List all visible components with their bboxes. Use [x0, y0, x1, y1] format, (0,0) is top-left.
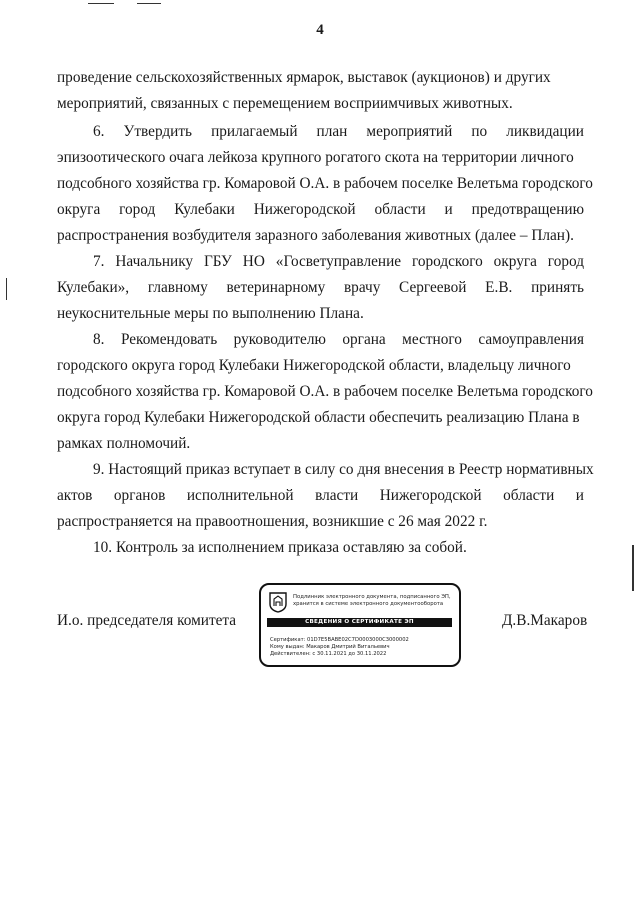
body-line-19: 10. Контроль за исполнением приказа оставляю за собой. — [93, 539, 467, 556]
body-line-2: мероприятий, связанных с перемещением восприимчивых животных. — [57, 95, 513, 112]
scan-mark-right — [632, 545, 634, 591]
stamp-validity: Действителен: с 30.11.2021 до 30.11.2022 — [270, 651, 387, 657]
body-line-9: Кулебаки», главному ветеринарному врачу Сергеевой Е.В. принять — [57, 279, 584, 296]
body-line-1: проведение сельскохозяйственных ярмарок, выставок (аукционов) и других — [57, 69, 551, 86]
body-line-13: подсобного хозяйства гр. Комаровой О.А. в рабочем поселке Велетьма городского — [57, 383, 593, 400]
body-line-12: городского округа город Кулебаки Нижегородской области, владельцу личного — [57, 357, 571, 374]
body-line-10: неукоснительные меры по выполнению Плана. — [57, 305, 364, 322]
signature-position: И.о. председателя комитета — [57, 612, 237, 629]
scan-mark-top-2 — [137, 3, 161, 4]
body-line-8: 7. Начальнику ГБУ НО «Госветуправление городского округа город — [93, 253, 584, 270]
coat-of-arms-icon — [268, 591, 288, 613]
body-line-15: рамках полномочий. — [57, 435, 191, 452]
signature-name: Д.В.Макаров — [502, 612, 588, 629]
body-line-6: округа город Кулебаки Нижегородской области и предотвращению — [57, 201, 584, 218]
body-line-3: 6. Утвердить прилагаемый план мероприятий по ликвидации — [93, 123, 584, 140]
body-line-16: 9. Настоящий приказ вступает в силу со дня внесения в Реестр нормативных — [93, 461, 594, 478]
scan-mark-top — [88, 3, 114, 4]
body-line-18: распространяется на правоотношения, возникшие с 26 мая 2022 г. — [57, 513, 488, 530]
stamp-header: СВЕДЕНИЯ О СЕРТИФИКАТЕ ЭП — [267, 618, 452, 627]
stamp-text-line-2: хранится в системе электронного документооборота — [293, 601, 444, 607]
electronic-signature-stamp — [259, 583, 461, 667]
body-line-5: подсобного хозяйства гр. Комаровой О.А. в рабочем поселке Велетьма городского — [57, 175, 593, 192]
body-line-14: округа город Кулебаки Нижегородской области обеспечить реализацию Плана в — [57, 409, 580, 426]
scan-mark-left — [6, 278, 7, 300]
stamp-certificate: Сертификат: 01D7E5BABE02C7D0003000C3000002 — [270, 637, 409, 643]
page-number: 4 — [316, 22, 324, 38]
stamp-text-line-1: Подлинник электронного документа, подписанного ЭП, — [293, 594, 451, 600]
body-line-11: 8. Рекомендовать руководителю органа местного самоуправления — [93, 331, 584, 348]
stamp-owner: Кому выдан: Макаров Дмитрий Витальевич — [270, 644, 390, 650]
body-line-7: распространения возбудителя заразного заболевания животных (далее – План). — [57, 227, 574, 244]
body-line-17: актов органов исполнительной власти Нижегородской области и — [57, 487, 584, 504]
body-line-4: эпизоотического очага лейкоза крупного рогатого скота на территории личного — [57, 149, 574, 166]
